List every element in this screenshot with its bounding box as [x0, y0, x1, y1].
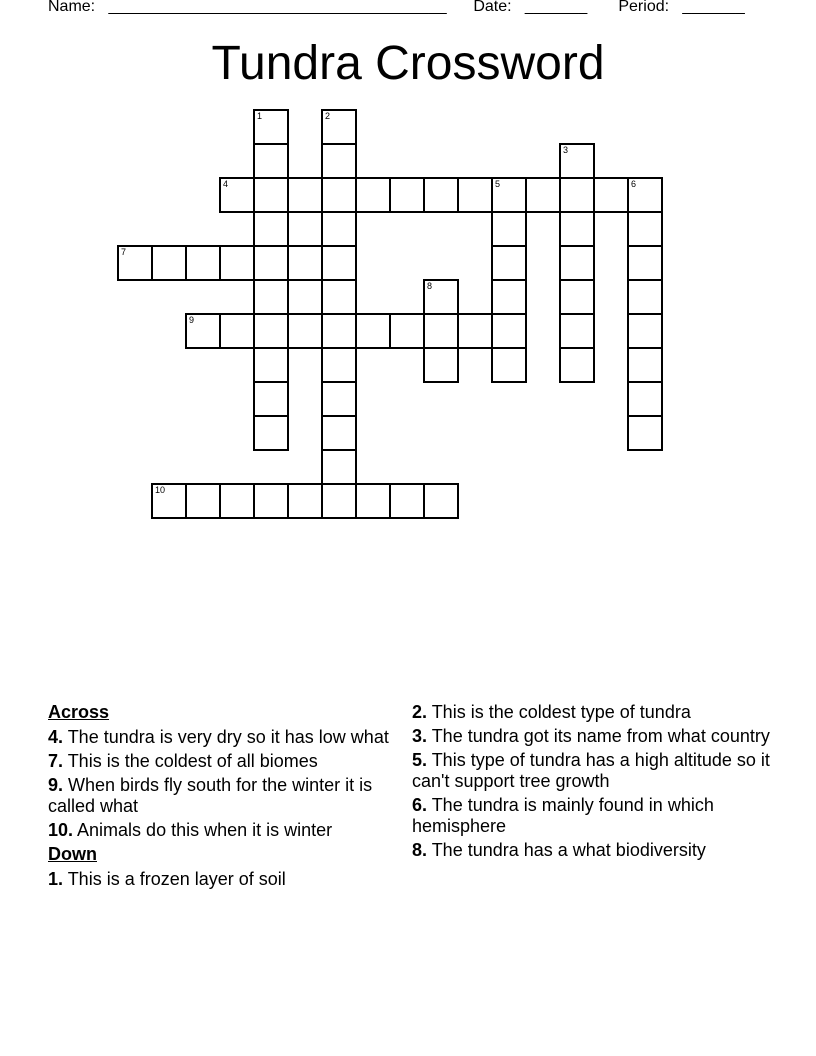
crossword-cell[interactable] — [559, 177, 595, 213]
crossword-cell[interactable] — [491, 347, 527, 383]
crossword-cell[interactable] — [321, 449, 357, 485]
clue-number: 7. — [48, 751, 64, 771]
crossword-cell[interactable] — [219, 313, 255, 349]
crossword-cell[interactable] — [321, 347, 357, 383]
crossword-cell[interactable] — [253, 279, 289, 315]
crossword-cell[interactable] — [389, 313, 425, 349]
crossword-cell[interactable] — [389, 483, 425, 519]
clue-number: 8. — [412, 840, 428, 860]
date-blank[interactable]: _______ — [524, 0, 588, 15]
clue-number: 10. — [48, 820, 74, 840]
crossword-cell[interactable] — [627, 177, 663, 213]
clue-number: 2. — [412, 702, 428, 722]
crossword-cell[interactable] — [491, 313, 527, 349]
crossword-cell[interactable] — [253, 143, 289, 179]
clue-text: Animals do this when it is winter — [73, 820, 333, 840]
crossword-cell[interactable] — [355, 177, 391, 213]
clue-down-6 — [412, 795, 782, 837]
clue-text: This is the coldest type of tundra — [427, 702, 691, 722]
clue-number: 9. — [48, 775, 64, 795]
clue-down-2 — [412, 702, 782, 723]
clue-text: The tundra is mainly found in which hemisphere — [412, 795, 714, 836]
clue-number: 4. — [48, 727, 64, 747]
crossword-cell[interactable] — [423, 177, 459, 213]
name-label: Name: — [48, 0, 96, 15]
name-blank[interactable]: ______________________________________ — [108, 0, 447, 15]
clue-number-label: 7 — [121, 247, 127, 257]
crossword-cell[interactable] — [423, 313, 459, 349]
crossword-cell[interactable] — [321, 483, 357, 519]
down-heading: Down — [48, 844, 97, 864]
crossword-cell[interactable] — [321, 245, 357, 281]
crossword-cell[interactable] — [117, 245, 153, 281]
crossword-cell[interactable] — [287, 483, 323, 519]
crossword-cell[interactable] — [627, 313, 663, 349]
crossword-cell[interactable] — [457, 177, 493, 213]
clue-across-10 — [48, 820, 398, 841]
crossword-cell[interactable] — [559, 313, 595, 349]
crossword-cell[interactable] — [559, 245, 595, 281]
clue-number: 1. — [48, 869, 64, 889]
crossword-cell[interactable] — [627, 211, 663, 247]
clue-text: The tundra has a what biodiversity — [427, 840, 706, 860]
clue-text: This type of tundra has a high altitude so it can't support tree growth — [412, 750, 770, 791]
crossword-cell[interactable] — [151, 245, 187, 281]
date-label: Date: — [473, 0, 512, 15]
crossword-cell[interactable] — [321, 279, 357, 315]
crossword-cell[interactable] — [389, 177, 425, 213]
crossword-cell[interactable] — [321, 143, 357, 179]
crossword-cell[interactable] — [491, 279, 527, 315]
clue-across-4 — [48, 727, 398, 748]
crossword-cell[interactable] — [423, 279, 459, 315]
crossword-cell[interactable] — [321, 381, 357, 417]
clue-number-label: 6 — [631, 179, 637, 189]
across-heading: Across — [48, 702, 110, 722]
crossword-cell[interactable] — [627, 279, 663, 315]
crossword-cell[interactable] — [287, 177, 323, 213]
crossword-cell[interactable] — [321, 211, 357, 247]
crossword-cell[interactable] — [185, 483, 221, 519]
clue-number-label: 1 — [257, 111, 263, 121]
crossword-cell[interactable] — [185, 313, 221, 349]
crossword-cell[interactable] — [321, 109, 357, 145]
crossword-cell[interactable] — [253, 211, 289, 247]
crossword-cell[interactable] — [219, 245, 255, 281]
crossword-cell[interactable] — [253, 109, 289, 145]
crossword-cell[interactable] — [559, 279, 595, 315]
period-label: Period: — [618, 0, 670, 15]
crossword-cell[interactable] — [593, 177, 629, 213]
clue-down-8 — [412, 840, 782, 861]
clue-number-label: 4 — [223, 179, 229, 189]
clue-number: 3. — [412, 726, 428, 746]
clue-number-label: 3 — [563, 145, 569, 155]
crossword-cell[interactable] — [253, 313, 289, 349]
crossword-cell[interactable] — [321, 313, 357, 349]
crossword-cell[interactable] — [185, 245, 221, 281]
clue-number-label: 8 — [427, 281, 433, 291]
crossword-cell[interactable] — [627, 415, 663, 451]
crossword-cell[interactable] — [423, 483, 459, 519]
clue-number: 5. — [412, 750, 428, 770]
page-title: Tundra Crossword — [211, 37, 605, 90]
clue-down-1 — [48, 869, 398, 890]
crossword-cell[interactable] — [253, 483, 289, 519]
clue-text: This is the coldest of all biomes — [63, 751, 318, 771]
crossword-cell[interactable] — [219, 483, 255, 519]
crossword-cell[interactable] — [321, 177, 357, 213]
clue-number-label: 10 — [155, 485, 166, 495]
clues-right-column — [412, 702, 782, 864]
crossword-cell[interactable] — [253, 245, 289, 281]
clue-number-label: 9 — [189, 315, 195, 325]
clue-text: When birds fly south for the winter it is called what — [48, 775, 373, 816]
crossword-cell[interactable] — [457, 313, 493, 349]
clue-number: 6. — [412, 795, 428, 815]
crossword-cell[interactable] — [491, 177, 527, 213]
crossword-cell[interactable] — [253, 177, 289, 213]
student-info-header — [48, 0, 745, 16]
crossword-cell[interactable] — [491, 211, 527, 247]
crossword-cell[interactable] — [559, 143, 595, 179]
crossword-cell[interactable] — [559, 347, 595, 383]
crossword-cell[interactable] — [627, 347, 663, 383]
crossword-cell[interactable] — [253, 415, 289, 451]
crossword-cell[interactable] — [627, 245, 663, 281]
clue-number-label: 2 — [325, 111, 331, 121]
period-blank[interactable]: _______ — [682, 0, 745, 15]
crossword-cell[interactable] — [355, 313, 391, 349]
crossword-cell[interactable] — [219, 177, 255, 213]
crossword-cell[interactable] — [321, 415, 357, 451]
clues-left-column — [48, 702, 398, 893]
crossword-cell[interactable] — [525, 177, 561, 213]
crossword-cell[interactable] — [423, 347, 459, 383]
crossword-cell[interactable] — [253, 381, 289, 417]
clue-across-7 — [48, 751, 398, 772]
crossword-cell[interactable] — [627, 381, 663, 417]
clue-across-9 — [48, 775, 398, 817]
clue-number-label: 5 — [495, 179, 501, 189]
clue-text: The tundra is very dry so it has low what — [63, 727, 389, 747]
clue-down-3 — [412, 726, 782, 747]
crossword-cell[interactable] — [559, 211, 595, 247]
crossword-cell[interactable] — [287, 313, 323, 349]
clue-text: This is a frozen layer of soil — [63, 869, 286, 889]
crossword-cell[interactable] — [491, 245, 527, 281]
clue-down-5 — [412, 750, 782, 792]
crossword-cell[interactable] — [253, 347, 289, 383]
clue-text: The tundra got its name from what country — [427, 726, 770, 746]
crossword-cell[interactable] — [151, 483, 187, 519]
crossword-cell[interactable] — [287, 245, 323, 281]
crossword-cell[interactable] — [355, 483, 391, 519]
